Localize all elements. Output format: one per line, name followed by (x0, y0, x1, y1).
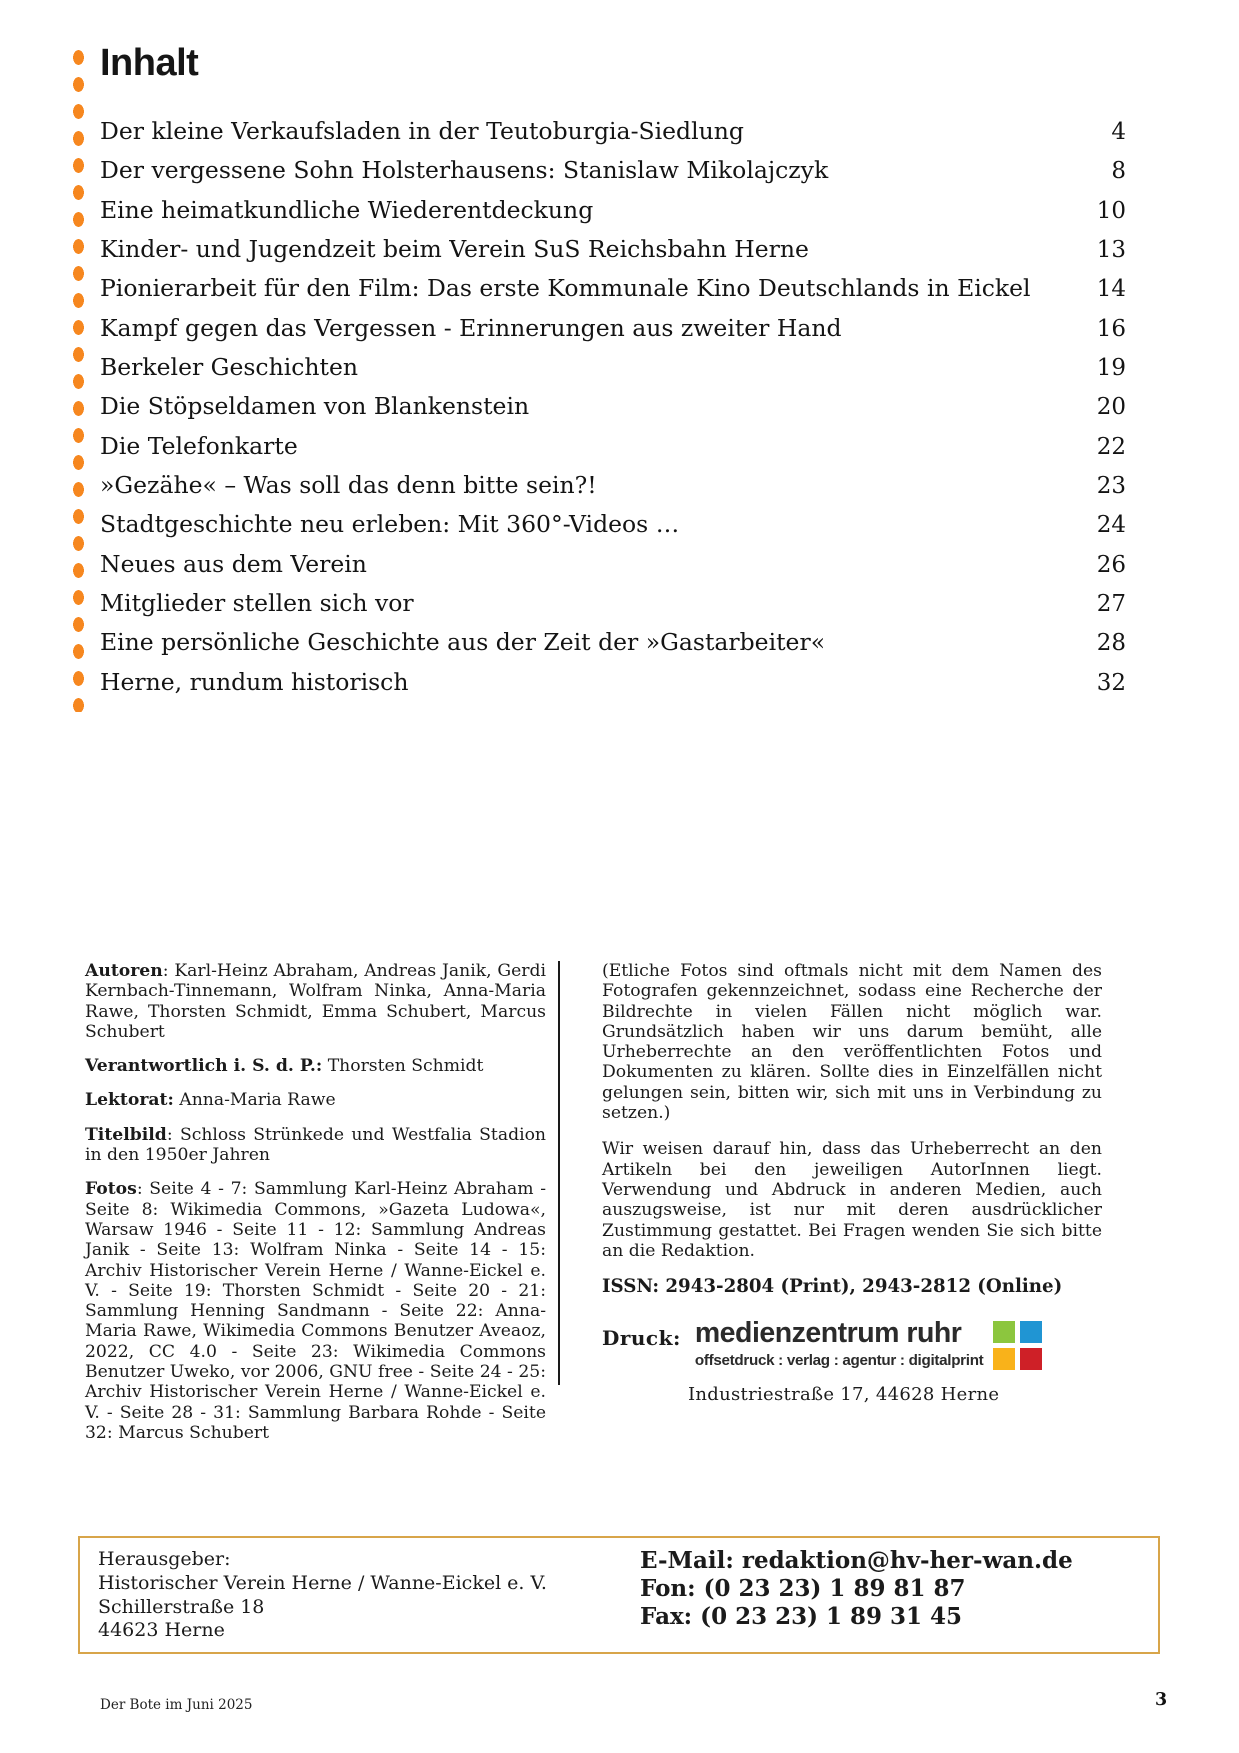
colophon-titelbild-text: : Schloss Strünkede und Westfalia Stadion in den 1950er Jahren (85, 1124, 546, 1166)
toc-entry-page: 20 (1096, 394, 1126, 421)
toc-entry (100, 663, 1126, 702)
table-of-contents (100, 112, 1126, 702)
publisher-email: E-Mail: redaktion@hv-her-wan.de (640, 1547, 1073, 1574)
toc-entry-title: »Gezähe« – Was soll das denn bitte sein?! (100, 471, 597, 500)
publisher-label: Herausgeber: (98, 1548, 231, 1570)
publisher-fax: Fax: (0 23 23) 1 89 31 45 (640, 1602, 963, 1630)
toc-entry-page: 4 (1111, 119, 1126, 145)
logo-square-green (993, 1321, 1015, 1343)
toc-entry (100, 584, 1126, 623)
toc-entry (100, 623, 1126, 662)
toc-entry-title: Eine heimatkundliche Wiederentdeckung (100, 195, 594, 224)
colophon-responsible (85, 1056, 546, 1076)
toc-entry-title: Herne, rundum historisch (100, 667, 409, 696)
toc-entry-title: Neues aus dem Verein (100, 549, 367, 578)
colophon-responsible-label: Verantwortlich i. S. d. P.: (85, 1056, 323, 1077)
footer-page-number: 3 (1155, 1690, 1168, 1710)
toc-entry-title: Der vergessene Sohn Holsterhausens: Stanislaw Mikolajczyk (100, 156, 829, 185)
toc-entry-page: 32 (1096, 669, 1126, 696)
toc-entry (100, 387, 1126, 426)
toc-entry-page: 26 (1096, 551, 1126, 578)
toc-entry (100, 427, 1126, 466)
colophon-fotos-text: : Seite 4 - 7: Sammlung Karl-Heinz Abraham - Seite 8: Wikimedia Commons, »Gazeta Ludowa«, Warsaw 1946 - Seite 11 - 12: Sammlung Andreas Janik - Seite 13: Wolfram Ninka - Seite 14 - 15: Archiv Historischer Verein Herne / Wanne-Eickel e. V. - Seite 19: Thorsten Schmidt - Seite 20 - 21: Sammlung Henning Sandmann - Seite 22: Anna-Maria Rawe, Wikimedia Commons Benutzer Aveaoz, 2022, CC 4.0 - Seite 23: Wikimedia Commons Benutzer Uweko, vor 2006, GNU free - Seite 24 - 25: Archiv Historischer Verein Herne / Wanne-Eickel e. V. - Seite 28 - 31: Sammlung Barbara Rohde - Seite 32: Marcus Schubert (85, 1179, 546, 1443)
printer-logo-tagline: offsetdruck : verlag : agentur : digitalprint (694, 1351, 984, 1369)
toc-entry-page: 23 (1096, 473, 1126, 500)
colophon-right-column (602, 961, 1102, 1406)
toc-entry (100, 151, 1126, 190)
logo-square-red (1020, 1348, 1042, 1370)
colophon-authors-text: : Karl-Heinz Abraham, Andreas Janik, Gerdi Kernbach-Tinnemann, Wolfram Ninka, Anna-Maria Rawe, Thorsten Schmidt, Emma Schubert, Marcus Schubert (85, 961, 546, 1042)
toc-entry-page: 16 (1096, 315, 1126, 342)
toc-entry (100, 466, 1126, 505)
druck-label: Druck: (602, 1326, 681, 1351)
toc-entry-page: 8 (1111, 158, 1126, 185)
toc-entry-page: 28 (1096, 630, 1126, 657)
issn-line: ISSN: 2943-2804 (Print), 2943-2812 (Online) (602, 1276, 1063, 1298)
logo-square-yellow (993, 1348, 1015, 1370)
photo-rights-note: (Etliche Fotos sind oftmals nicht mit dem Namen des Fotografen gekennzeichnet, sodass eine Recherche der Bildrechte in vielen Fällen nicht möglich war. Grundsätzlich haben wir uns darum bemüht, alle Urheberrechte an den veröffentlichten Fotos und Dokumenten zu klären. Sollte dies in Einzelfällen nicht gelungen sein, bitten wir, sich mit uns in Verbindung zu setzen.) (602, 961, 1102, 1124)
toc-entry-page: 24 (1096, 512, 1126, 539)
printer-logo-name: medienzentrum ruhr (694, 1317, 962, 1350)
printer-logo-squares-icon (993, 1321, 1042, 1370)
toc-entry-title: Kinder- und Jugendzeit beim Verein SuS Reichsbahn Herne (100, 235, 809, 264)
toc-entry (100, 309, 1126, 348)
toc-entry (100, 269, 1126, 308)
copyright-note: Wir weisen darauf hin, dass das Urheberrecht an den Artikeln bei den jeweiligen AutorInnen liegt. Verwendung und Abdruck in anderen Medien, auch auszugsweise, ist nur mit deren ausdrücklicher Zustimmung gestattet. Bei Fragen wenden Sie sich bitte an die Redaktion. (602, 1139, 1102, 1261)
publisher-street: Schillerstraße 18 (98, 1595, 265, 1618)
publisher-address-block (98, 1548, 547, 1643)
publisher-city: 44623 Herne (98, 1619, 225, 1642)
toc-entry-title: Berkeler Geschichten (100, 353, 359, 382)
page-title: Inhalt (100, 42, 199, 84)
toc-entry-page: 10 (1096, 197, 1126, 224)
publisher-contact-box (78, 1536, 1160, 1654)
toc-entry (100, 348, 1126, 387)
logo-square-blue (1020, 1321, 1042, 1343)
toc-entry (100, 112, 1126, 151)
publisher-contact-block (640, 1547, 1073, 1630)
colophon-fotos-label: Fotos (85, 1179, 137, 1200)
publisher-name: Historischer Verein Herne / Wanne-Eickel e. V. (98, 1571, 547, 1594)
toc-entry-title: Der kleine Verkaufsladen in der Teutoburgia-Siedlung (100, 117, 744, 145)
colophon-fotos (85, 1179, 546, 1443)
colophon-lektorat-text: Anna-Maria Rawe (173, 1090, 336, 1111)
colophon-authors (85, 961, 546, 1042)
dotted-accent-line (72, 44, 85, 712)
toc-entry-page: 13 (1096, 237, 1126, 264)
colophon-lektorat (85, 1090, 546, 1110)
toc-entry-title: Die Telefonkarte (100, 431, 298, 460)
toc-entry-title: Mitglieder stellen sich vor (100, 589, 414, 618)
colophon-authors-label: Autoren (85, 961, 163, 981)
printer-logo (695, 1319, 984, 1371)
toc-entry (100, 191, 1126, 230)
column-divider-line (558, 961, 560, 1385)
toc-entry-title: Pionierarbeit für den Film: Das erste Kommunale Kino Deutschlands in Eickel (100, 274, 1031, 303)
colophon-left-column (85, 961, 546, 1457)
toc-entry-title: Kampf gegen das Vergessen - Erinnerungen aus zweiter Hand (100, 313, 842, 342)
colophon-lektorat-label: Lektorat: (85, 1090, 174, 1111)
colophon-titelbild (85, 1125, 546, 1166)
publisher-fon: Fon: (0 23 23) 1 89 81 87 (640, 1574, 966, 1602)
colophon-titelbild-label: Titelbild (85, 1124, 167, 1145)
toc-entry-page: 14 (1096, 276, 1126, 303)
toc-entry (100, 505, 1126, 544)
printer-address: Industriestraße 17, 44628 Herne (688, 1384, 1000, 1406)
toc-entry-title: Stadtgeschichte neu erleben: Mit 360°-Videos … (100, 510, 680, 539)
toc-entry (100, 545, 1126, 584)
printer-row (602, 1319, 1102, 1371)
toc-entry-title: Eine persönliche Geschichte aus der Zeit der »Gastarbeiter« (100, 628, 826, 657)
footer-issue-label: Der Bote im Juni 2025 (100, 1697, 253, 1713)
colophon-responsible-text: Thorsten Schmidt (322, 1056, 484, 1077)
toc-entry-page: 27 (1096, 591, 1126, 618)
toc-entry-page: 19 (1096, 355, 1126, 382)
toc-entry (100, 230, 1126, 269)
toc-entry-page: 22 (1096, 433, 1126, 460)
toc-entry-title: Die Stöpseldamen von Blankenstein (100, 392, 530, 421)
